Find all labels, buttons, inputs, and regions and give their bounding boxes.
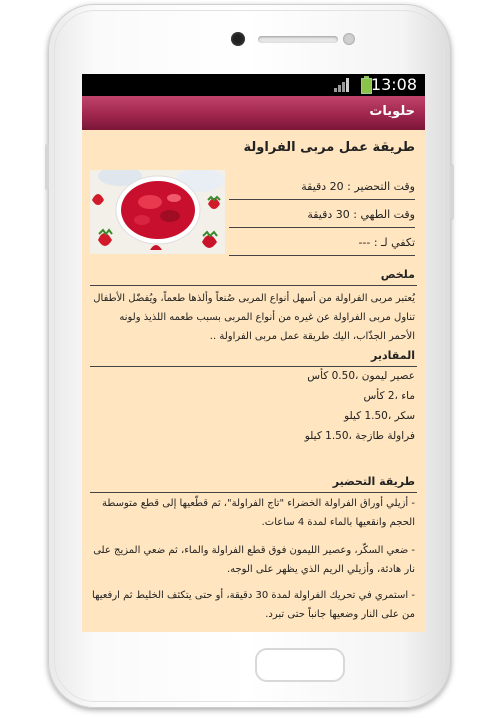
strawberry-jam-image bbox=[90, 170, 225, 254]
divider bbox=[90, 492, 417, 493]
power-button bbox=[450, 164, 454, 220]
prep-time: وقت التحضير : 20 دقيقة bbox=[229, 180, 415, 200]
volume-button bbox=[45, 144, 49, 190]
method-step: - ضعي السكّر، وعصير الليمون فوق قطع الفراولة والماء، ثم ضعي المزيج على نار هادئة، وأزيلي الريم الذي يظهر على الوجه. bbox=[93, 545, 415, 575]
status-bar bbox=[82, 74, 425, 96]
method-step: - أزيلي أوراق الفراولة الخضراء "تاج الفراولة"، ثم قطّعيها إلى قطع متوسطة الحجم وانقعيها بالماء لمدة 4 ساعات. bbox=[102, 498, 415, 528]
status-clock: 13:08 bbox=[370, 75, 417, 94]
app-bar bbox=[82, 96, 425, 130]
signal-icon bbox=[334, 78, 350, 92]
phone-screen bbox=[82, 74, 425, 632]
front-camera bbox=[231, 32, 245, 46]
home-button[interactable] bbox=[255, 648, 345, 682]
summary-heading: ملخص bbox=[380, 268, 415, 281]
ingredients-heading: المقادير bbox=[371, 349, 415, 362]
ingredient-item: فراولة طازجة ،1.50 كيلو bbox=[304, 430, 415, 442]
method-heading: طريقة التحضير bbox=[332, 475, 415, 488]
divider bbox=[90, 366, 417, 367]
servings: تكفي لـ : --- bbox=[229, 236, 415, 256]
summary-text: يُعتبر مربى الفراولة من أسهل أنواع المربى صُنعاً وألذها طعماً، ويُفضّل الأطفال تناول مربى الفراولة عن غيره من أنواع المربى بسبب طعمه اللذيذ ولونه الأحمر الجذّاب، اليك طريقة عمل مربى الفراولة .. bbox=[93, 293, 415, 342]
cook-time: وقت الطهي : 30 دقيقة bbox=[229, 208, 415, 228]
app-title: حلويات bbox=[369, 104, 415, 119]
earpiece-speaker bbox=[258, 36, 338, 43]
recipe-photo bbox=[90, 170, 225, 254]
method-step: - استمري في تحريك الفراولة لمدة 30 دقيقة، أو حتى يتكثف الخليط ثم ارفعيها من على النار وضعيها جانباً حتى تبرد. bbox=[92, 590, 415, 620]
recipe-title: طريقة عمل مربى الفراولة bbox=[243, 140, 415, 155]
ingredient-item: ماء ،2 كأس bbox=[363, 390, 415, 402]
ingredient-item: عصير ليمون ،0.50 كأس bbox=[307, 370, 415, 382]
ingredient-item: سكر ،1.50 كيلو bbox=[344, 410, 415, 422]
divider bbox=[90, 285, 417, 286]
recipe-content[interactable] bbox=[82, 130, 425, 632]
proximity-sensor bbox=[343, 33, 355, 45]
